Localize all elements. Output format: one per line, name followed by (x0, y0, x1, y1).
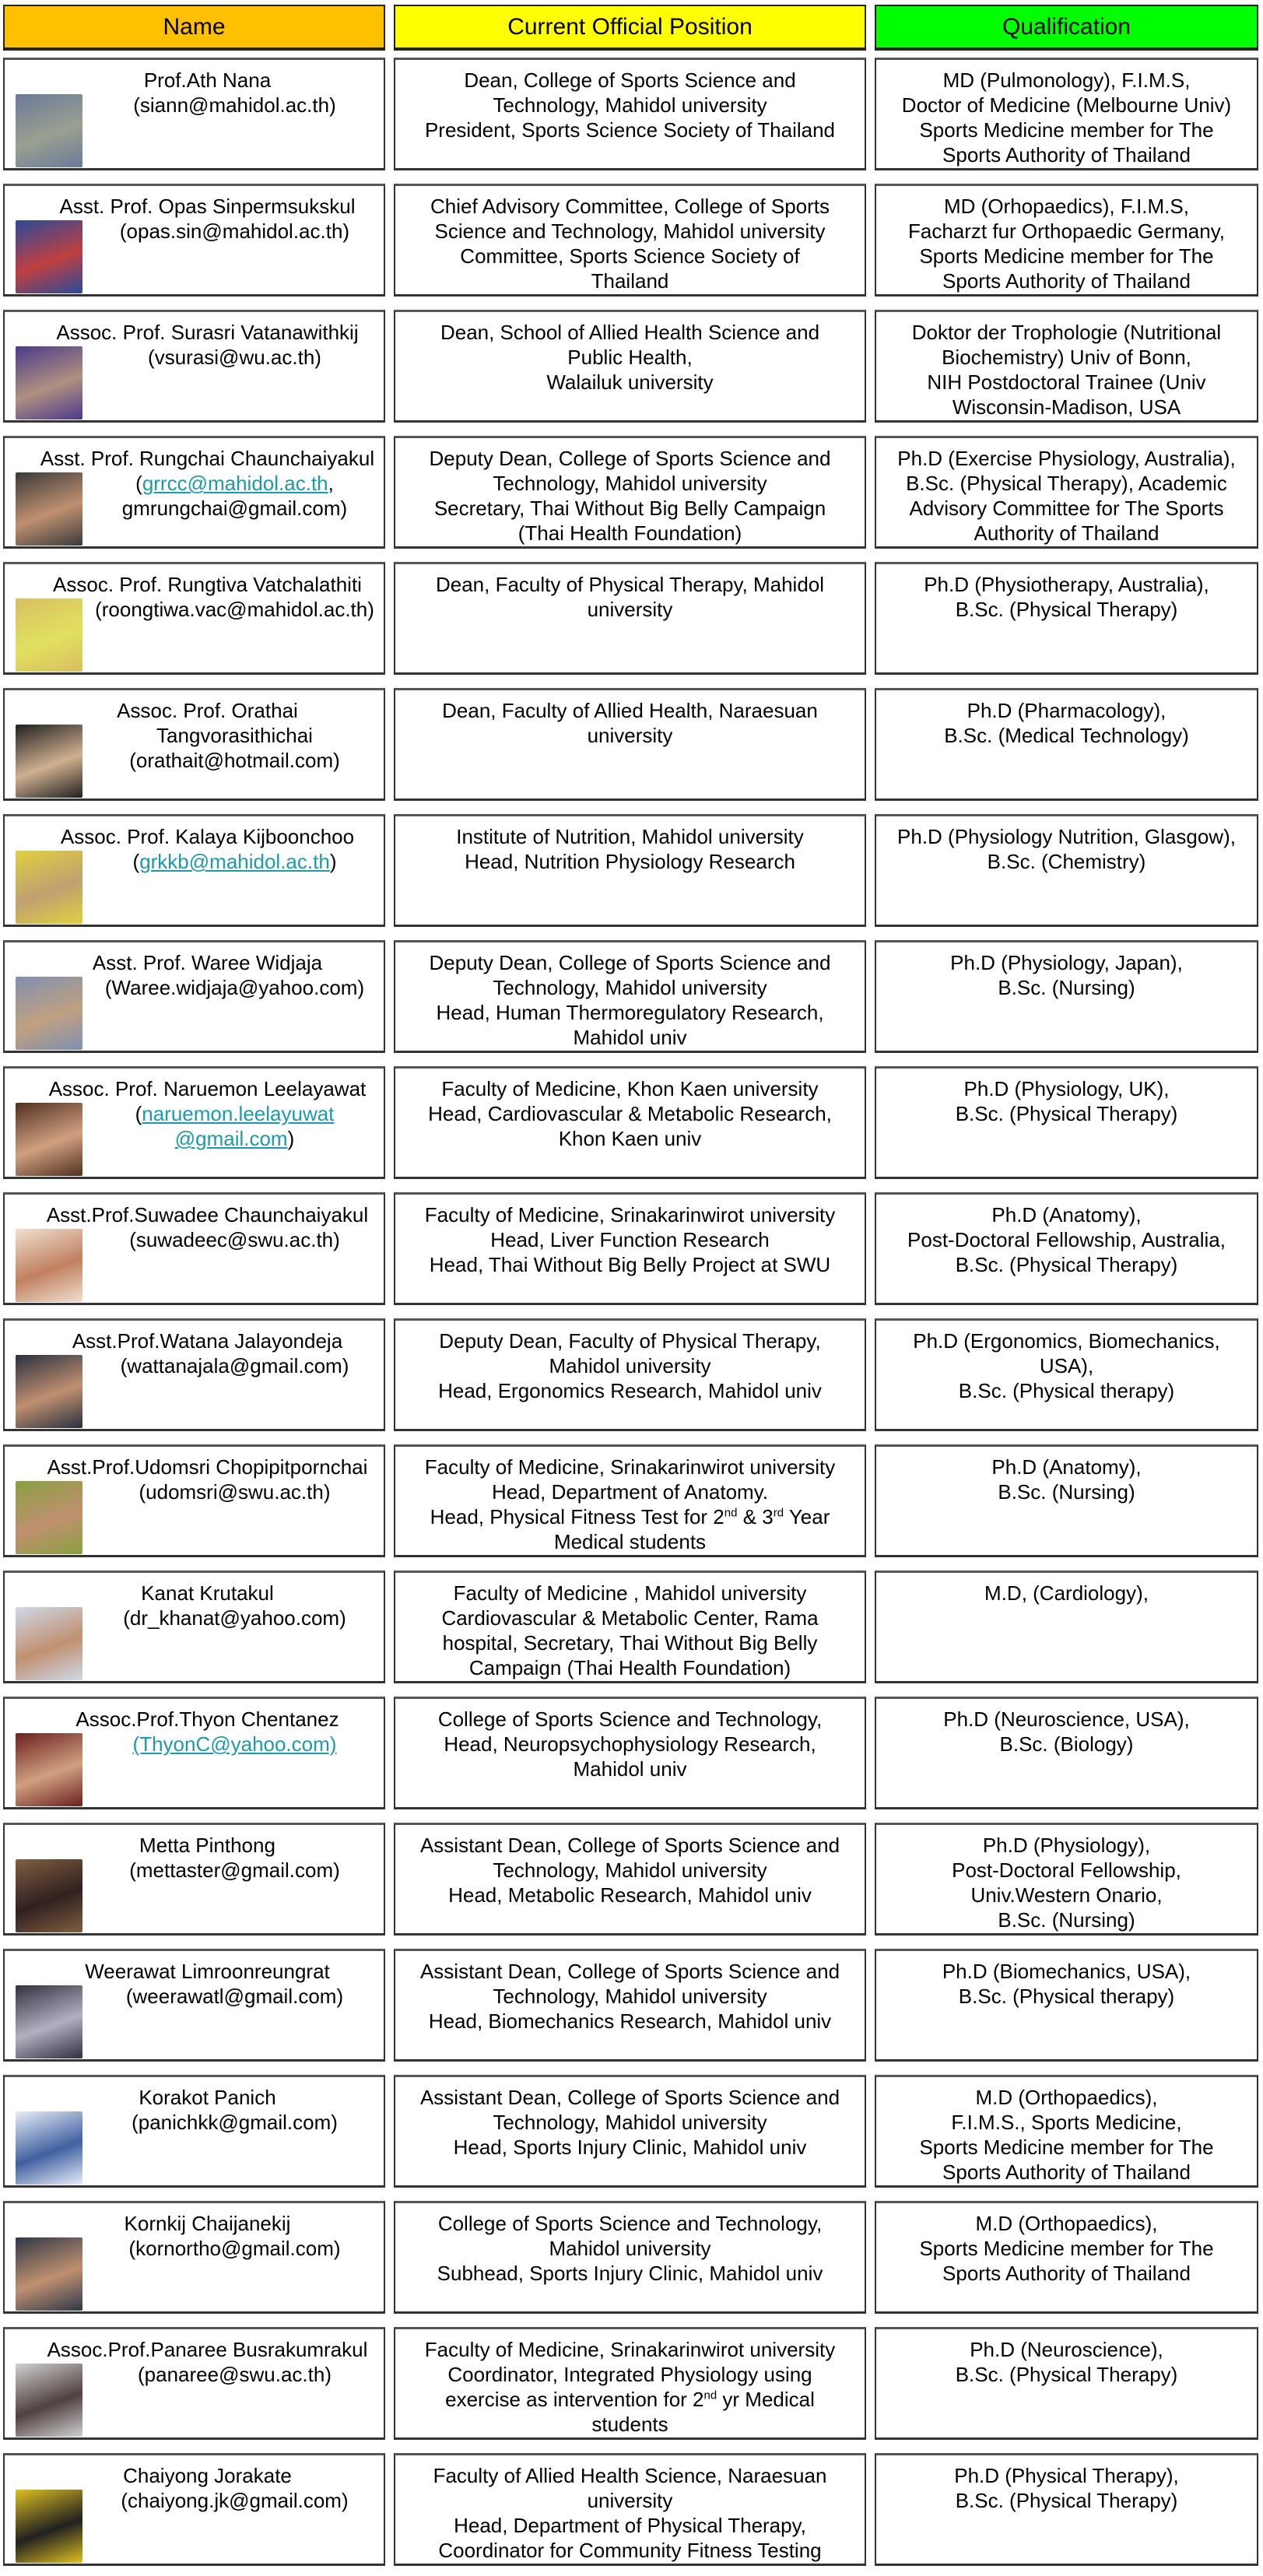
text-line: Wisconsin-Madison, USA (952, 395, 1181, 419)
position-cell (394, 1318, 866, 1431)
contact-email: @gmail.com) (174, 1127, 295, 1150)
text-line: (Thai Health Foundation) (517, 521, 742, 545)
person-photo (16, 472, 82, 546)
contact-email: (siann@mahidol.ac.th) (133, 93, 336, 117)
text-line: Deputy Dean, College of Sports Science and (429, 447, 831, 470)
text-line: Sports Medicine member for The (919, 118, 1214, 142)
person-photo (16, 1733, 82, 1806)
text-line: Ph.D (Neuroscience), (970, 2338, 1163, 2361)
text-line: Medical students (553, 1530, 707, 1553)
text-line: Sports Medicine member for The (919, 244, 1214, 268)
text-line: Faculty of Medicine , Mahidol university (453, 1581, 807, 1605)
qualification-cell (875, 2201, 1258, 2314)
position-cell (394, 1571, 866, 1683)
text-line: Ph.D (Physiology), (982, 1834, 1151, 1857)
table-row (0, 2075, 1263, 2188)
text-line: Ph.D (Neuroscience, USA), (943, 1707, 1190, 1731)
name-cell (3, 58, 385, 170)
table-row (0, 688, 1263, 802)
qualification-cell (875, 1318, 1258, 1431)
table-row (0, 310, 1263, 423)
text-line: Advisory Committee for The Sports (909, 497, 1224, 520)
table-row (0, 814, 1263, 928)
table-row (0, 2453, 1263, 2567)
text-line: B.Sc. (Biology) (999, 1732, 1134, 1756)
table-row (0, 1318, 1263, 1432)
text-line: Campaign (Thai Health Foundation) (468, 1656, 791, 1679)
text-line: Ph.D (Physiology, Japan), (950, 951, 1183, 974)
text-line: Khon Kaen univ (558, 1127, 702, 1150)
text-line: College of Sports Science and Technology, (437, 2212, 823, 2235)
text-line: Univ.Western Onario, (970, 1883, 1163, 1907)
name-cell (3, 940, 385, 1053)
text-line: Walailuk university (546, 370, 714, 394)
name-cell (3, 1571, 385, 1683)
text-line: Ph.D (Anatomy), (991, 1203, 1142, 1227)
text-line: Facharzt fur Orthopaedic Germany, (907, 219, 1225, 243)
person-photo (16, 346, 82, 419)
qualification-cell (875, 2453, 1258, 2566)
text-line: Mahidol univ (573, 1026, 687, 1049)
text-line: Mahidol university (549, 2237, 711, 2260)
text-line: B.Sc. (Physical Therapy) (955, 598, 1178, 621)
qualification-cell (875, 310, 1258, 423)
text-line: Dean, Faculty of Physical Therapy, Mahidol (435, 573, 825, 596)
text-line: Head, Department of Physical Therapy, (454, 2514, 806, 2537)
text-line: Ph.D (Exercise Physiology, Australia), (897, 447, 1236, 470)
text-line: Head, Liver Function Research (490, 1228, 770, 1251)
text-line: university (587, 724, 673, 747)
qualification-cell (875, 58, 1258, 170)
position-cell (394, 814, 866, 927)
contact-email: (dr_khanat@yahoo.com) (123, 1606, 346, 1630)
text-line: Head, Sports Injury Clinic, Mahidol univ (453, 2136, 807, 2159)
contact-email: (wattanajala@gmail.com) (120, 1354, 349, 1377)
person-photo (16, 2237, 82, 2311)
person-photo (16, 1481, 82, 1554)
text-line: Head, Nutrition Physiology Research (465, 850, 795, 873)
person-photo (16, 1607, 82, 1680)
text-line: Sports Medicine member for The (919, 2237, 1214, 2260)
text-line: Sports Authority of Thailand (942, 143, 1191, 167)
position-cell (394, 2327, 866, 2440)
text-line: Head, Ergonomics Research, Mahidol univ (438, 1379, 822, 1402)
person-photo (16, 220, 82, 293)
text-line: Cardiovascular & Metabolic Center, Rama (441, 1606, 819, 1630)
text-line: M.D (Orthopaedics), (975, 2086, 1158, 2109)
text-line: M.D (Orthopaedics), (975, 2212, 1158, 2235)
text-line: Assistant Dean, College of Sports Science and (419, 1834, 840, 1857)
position-cell (394, 2453, 866, 2566)
text-line: MD (Pulmonology), F.I.M.S, (942, 68, 1191, 92)
text-line: Thailand (591, 269, 669, 293)
text-line: Dean, Faculty of Allied Health, Naraesuan (442, 699, 818, 722)
name-cell (3, 2327, 385, 2440)
qualification-cell (875, 562, 1258, 675)
person-photo (16, 1859, 82, 1932)
table-row (0, 58, 1263, 171)
text-line: Head, Thai Without Big Belly Project at SWU (429, 1253, 831, 1276)
contact-email: (panichkk@gmail.com) (132, 2111, 338, 2134)
table-row (0, 562, 1263, 676)
email-link[interactable]: (ThyonC@yahoo.com) (132, 1732, 337, 1756)
person-photo (16, 977, 82, 1050)
contact-email: (suwadeec@swu.ac.th) (129, 1228, 340, 1251)
person-name: Assoc. Prof. Orathai (117, 699, 298, 722)
position-cell (394, 1949, 866, 2062)
position-cell (394, 688, 866, 801)
name-cell (3, 814, 385, 927)
name-cell (3, 1823, 385, 1936)
position-cell (394, 1697, 866, 1809)
text-line: M.D, (Cardiology), (984, 1581, 1149, 1605)
table-row (0, 1697, 1263, 1810)
contact-email: (roongtiwa.vac@mahidol.ac.th) (95, 598, 374, 621)
position-cell (394, 1823, 866, 1936)
person-photo (16, 2364, 82, 2437)
text-line: B.Sc. (Physical therapy) (958, 1379, 1175, 1402)
name-cell (3, 436, 385, 549)
email-link[interactable]: grrcc@mahidol.ac.th (142, 472, 328, 495)
position-cell (394, 2075, 866, 2188)
text-line: Head, Biomechanics Research, Mahidol univ (428, 2009, 832, 2033)
text-line: Technology, Mahidol university (493, 472, 767, 495)
header-position: Current Official Position (394, 5, 866, 51)
name-cell (3, 1318, 385, 1431)
text-line: Subhead, Sports Injury Clinic, Mahidol univ (437, 2262, 823, 2285)
person-name: Assoc. Prof. Kalaya Kijboonchoo (60, 825, 355, 848)
person-photo (16, 851, 82, 924)
table-row (0, 184, 1263, 297)
ordinal-suffix: nd (724, 1506, 738, 1520)
person-name: Assoc. Prof. Rungtiva Vatchalathiti (53, 573, 362, 596)
person-name: Metta Pinthong (139, 1834, 275, 1857)
name-cell (3, 310, 385, 423)
name-cell (3, 1192, 385, 1305)
contact-email: (weerawatl@gmail.com) (125, 1985, 344, 2008)
text-line: Biochemistry) Univ of Bonn, (942, 346, 1191, 369)
text-line: B.Sc. (Nursing) (998, 1908, 1135, 1932)
text-line: Faculty of Medicine, Srinakarinwirot university (424, 1203, 836, 1227)
position-cell (394, 310, 866, 423)
text-line: B.Sc. (Physical Therapy) (955, 2489, 1178, 2512)
person-photo (16, 598, 82, 672)
ordinal-suffix: rd (773, 1506, 784, 1520)
table-header (0, 5, 1263, 49)
position-cell (394, 1066, 866, 1179)
text-line: Institute of Nutrition, Mahidol university (456, 825, 804, 848)
text-line: Technology, Mahidol university (493, 93, 767, 117)
text-line: Coordinator, Integrated Physiology using (447, 2363, 812, 2386)
text-line: B.Sc. (Nursing) (998, 1480, 1135, 1504)
text-line: university (587, 598, 673, 621)
person-name: Assoc. Prof. Naruemon Leelayawat (48, 1077, 367, 1100)
table-row (0, 1066, 1263, 1180)
ordinal-suffix: nd (703, 2388, 717, 2402)
table-row (0, 1949, 1263, 2062)
text-line: Head, Neuropsychophysiology Research, (444, 1732, 816, 1756)
person-photo (16, 1103, 82, 1176)
table-row (0, 436, 1263, 549)
text-line: Faculty of Medicine, Srinakarinwirot university (424, 2338, 836, 2361)
text-line: Head, Metabolic Research, Mahidol univ (448, 1883, 812, 1907)
text-line: Chief Advisory Committee, College of Sports (430, 195, 830, 218)
name-cell (3, 1697, 385, 1809)
text-line: B.Sc. (Medical Technology) (944, 724, 1189, 747)
text-line: Deputy Dean, College of Sports Science and (429, 951, 831, 974)
position-cell (394, 1444, 866, 1557)
text-line: Faculty of Medicine, Srinakarinwirot university (424, 1455, 836, 1479)
table-row (0, 1823, 1263, 1936)
text-line: B.Sc. (Physical therapy) (958, 1985, 1175, 2008)
text-line: Ph.D (Biomechanics, USA), (942, 1960, 1191, 1983)
text-line: Technology, Mahidol university (493, 1858, 767, 1882)
qualification-cell (875, 1192, 1258, 1305)
person-name: Korakot Panich (139, 2086, 276, 2109)
qualification-cell (875, 814, 1258, 927)
person-photo (16, 1229, 82, 1302)
name-cell (3, 1066, 385, 1179)
text-line: exercise as intervention for 2nd yr Medical (445, 2388, 815, 2411)
contact-email: (vsurasi@wu.ac.th) (148, 346, 321, 369)
qualification-cell (875, 1444, 1258, 1557)
text-line: Head, Physical Fitness Test for 2nd & 3rd Year (430, 1505, 830, 1528)
name-cell (3, 2453, 385, 2566)
position-cell (394, 562, 866, 675)
text-line: B.Sc. (Physical Therapy) (955, 2363, 1178, 2386)
text-line: Post-Doctoral Fellowship, Australia, (907, 1228, 1226, 1251)
text-line: Ph.D (Physiology Nutrition, Glasgow), (897, 825, 1236, 848)
text-line: B.Sc. (Chemistry) (987, 850, 1146, 873)
text-line: Mahidol univ (573, 1757, 687, 1781)
text-line: Dean, School of Allied Health Science and (440, 321, 820, 344)
text-line: Coordinator for Community Fitness Testing (438, 2539, 822, 2562)
email-link[interactable]: naruemon.leelayuwat (142, 1102, 335, 1125)
text-line: Technology, Mahidol university (493, 2111, 767, 2134)
name-cell (3, 562, 385, 675)
contact-email: Tangvorasithichai (156, 724, 313, 747)
qualification-cell (875, 1066, 1258, 1179)
person-name: Asst. Prof. Rungchai Chaunchaiyakul (40, 447, 375, 470)
text-line: USA), (1039, 1354, 1094, 1377)
text-line: Technology, Mahidol university (493, 976, 767, 999)
text-line: College of Sports Science and Technology, (437, 1707, 823, 1731)
table-row (0, 1192, 1263, 1306)
contact-email: gmrungchai@gmail.com) (121, 497, 348, 520)
text-line: Science and Technology, Mahidol university (434, 219, 826, 243)
table-row (0, 1571, 1263, 1684)
text-line: Assistant Dean, College of Sports Science and (419, 1960, 840, 1983)
text-line: Ph.D (Pharmacology), (967, 699, 1167, 722)
contact-email: (panaree@swu.ac.th) (138, 2363, 332, 2386)
person-name: Weerawat Limroonreungrat (85, 1960, 330, 1983)
contact-email: (udomsri@swu.ac.th) (139, 1480, 331, 1504)
text-line: Sports Authority of Thailand (942, 2262, 1191, 2285)
text-line: Sports Medicine member for The (919, 2136, 1214, 2159)
person-photo (16, 94, 82, 167)
text-line: Deputy Dean, Faculty of Physical Therapy, (439, 1329, 821, 1353)
text-line: B.Sc. (Physical Therapy) (955, 1102, 1178, 1125)
text-line: Committee, Sports Science Society of (460, 244, 800, 268)
person-name: Kornkij Chaijanekij (124, 2212, 291, 2235)
qualification-cell (875, 1571, 1258, 1683)
text-line: President, Sports Science Society of Thailand (424, 118, 836, 142)
text-line: students (591, 2413, 668, 2436)
text-line: Faculty of Medicine, Khon Kaen university (441, 1077, 819, 1100)
text-line: Assistant Dean, College of Sports Science and (419, 2086, 840, 2109)
position-cell (394, 2201, 866, 2314)
contact-email: (Waree.widjaja@yahoo.com) (104, 976, 365, 999)
person-name: Chaiyong Jorakate (123, 2464, 292, 2487)
text-line: Ph.D (Physical Therapy), (954, 2464, 1179, 2487)
text-line: Doctor of Medicine (Melbourne Univ) (901, 93, 1232, 117)
person-name: Kanat Krutakul (141, 1581, 274, 1605)
person-name: Assoc.Prof.Panaree Busrakumrakul (47, 2338, 368, 2361)
name-cell (3, 2201, 385, 2314)
person-name: Prof.Ath Nana (143, 68, 272, 92)
qualification-cell (875, 1823, 1258, 1936)
text-line: Doktor der Trophologie (Nutritional (911, 321, 1222, 344)
contact-email: (opas.sin@mahidol.ac.th) (119, 219, 350, 243)
position-cell (394, 184, 866, 297)
text-line: Public Health, (567, 346, 693, 369)
text-line: F.I.M.S., Sports Medicine, (951, 2111, 1182, 2134)
text-line: Secretary, Thai Without Big Belly Campaign (433, 497, 826, 520)
position-cell (394, 58, 866, 170)
person-name: Asst.Prof.Udomsri Chopipitpornchai (47, 1455, 368, 1479)
person-name: Asst.Prof.Suwadee Chaunchaiyakul (46, 1203, 369, 1227)
contact-email: (orathait@hotmail.com) (129, 749, 340, 772)
person-photo (16, 1355, 82, 1428)
qualification-cell (875, 940, 1258, 1053)
name-cell (3, 1444, 385, 1557)
text-line: hospital, Secretary, Thai Without Big Belly (442, 1631, 818, 1655)
qualification-cell (875, 1949, 1258, 2062)
text-line: Sports Authority of Thailand (942, 2160, 1191, 2184)
text-line: Ph.D (Physiology, UK), (963, 1077, 1170, 1100)
qualification-cell (875, 688, 1258, 801)
header-qualification: Qualification (875, 5, 1258, 51)
text-line: Faculty of Allied Health Science, Naraesuan (433, 2464, 827, 2487)
name-cell (3, 184, 385, 297)
text-line: B.Sc. (Physical Therapy) (955, 1253, 1178, 1276)
text-line: Head, Cardiovascular & Metabolic Research, (428, 1102, 832, 1125)
text-line: Sports Authority of Thailand (942, 269, 1191, 293)
name-cell (3, 2075, 385, 2188)
text-line: Mahidol university (549, 1354, 711, 1377)
text-line: Ph.D (Ergonomics, Biomechanics, (913, 1329, 1220, 1353)
name-cell (3, 1949, 385, 2062)
position-cell (394, 1192, 866, 1305)
position-cell (394, 940, 866, 1053)
table-row (0, 940, 1263, 1054)
qualification-cell (875, 2327, 1258, 2440)
name-cell (3, 688, 385, 801)
table-row (0, 1444, 1263, 1558)
table-row (0, 2327, 1263, 2441)
person-photo (16, 725, 82, 798)
person-name: Assoc.Prof.Thyon Chentanez (75, 1707, 339, 1731)
contact-email: (grrcc@mahidol.ac.th, (135, 472, 334, 495)
person-name: Asst. Prof. Opas Sinpermsukskul (59, 195, 356, 218)
text-line: Authority of Thailand (974, 521, 1160, 545)
text-line: Head, Department of Anatomy. (491, 1480, 769, 1504)
contact-email: (chaiyong.jk@gmail.com) (121, 2489, 349, 2512)
person-photo (16, 2490, 82, 2563)
text-line: Post-Doctoral Fellowship, (952, 1858, 1181, 1882)
qualification-cell (875, 1697, 1258, 1809)
text-line: MD (Orhopaedics), F.I.M.S, (944, 195, 1189, 218)
contact-email: (kornortho@gmail.com) (128, 2237, 341, 2260)
person-name: Asst.Prof.Watana Jalayondeja (72, 1329, 343, 1353)
contact-email: (mettaster@gmail.com) (129, 1858, 340, 1882)
text-line: B.Sc. (Physical Therapy), Academic (906, 472, 1227, 495)
person-photo (16, 2111, 82, 2185)
text-line: Dean, College of Sports Science and (464, 68, 796, 92)
text-line: university (587, 2489, 673, 2512)
header-name: Name (3, 5, 385, 51)
text-line: Ph.D (Physiotherapy, Australia), (924, 573, 1209, 596)
position-cell (394, 436, 866, 549)
person-photo (16, 1985, 82, 2058)
qualification-cell (875, 436, 1258, 549)
contact-email: (grkkb@mahidol.ac.th) (132, 850, 337, 873)
qualification-cell (875, 184, 1258, 297)
contact-email: (naruemon.leelayuwat (135, 1102, 335, 1125)
table-row (0, 2201, 1263, 2315)
text-line: NIH Postdoctoral Trainee (Univ (927, 370, 1206, 394)
text-line: Ph.D (Anatomy), (991, 1455, 1142, 1479)
person-name: Assoc. Prof. Surasri Vatanawithkij (56, 321, 359, 344)
email-link[interactable]: grkkb@mahidol.ac.th (139, 850, 330, 873)
email-link[interactable]: @gmail.com (174, 1127, 288, 1150)
text-line: B.Sc. (Nursing) (998, 976, 1135, 999)
person-name: Asst. Prof. Waree Widjaja (92, 951, 323, 974)
qualification-cell (875, 2075, 1258, 2188)
text-line: Head, Human Thermoregulatory Research, (436, 1001, 824, 1024)
text-line: Technology, Mahidol university (493, 1985, 767, 2008)
